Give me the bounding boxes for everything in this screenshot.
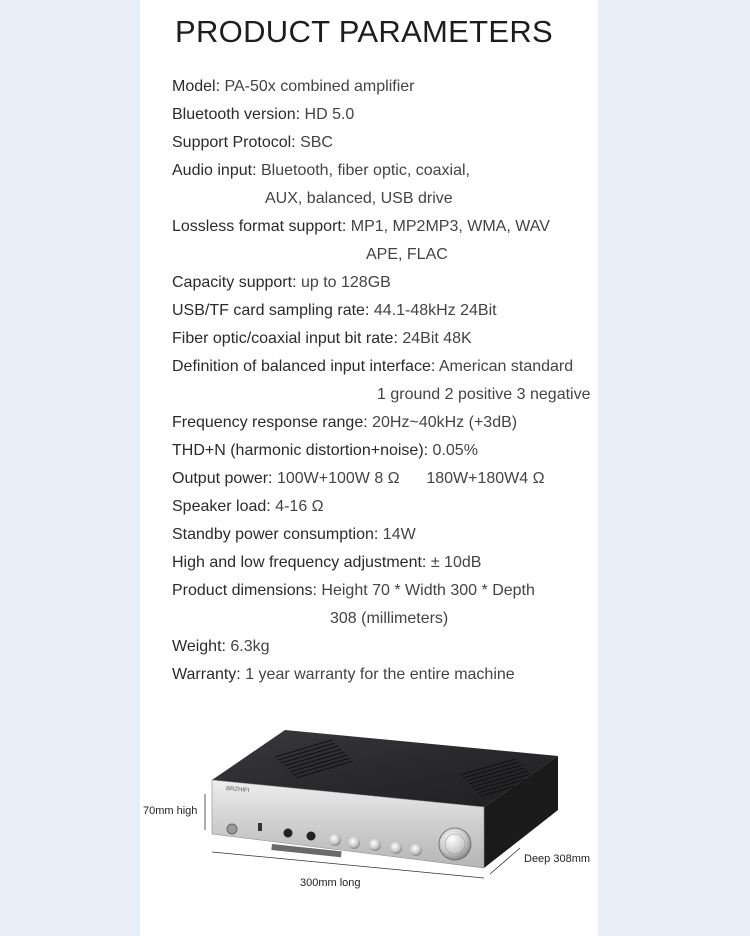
param-label: Warranty:	[172, 666, 241, 683]
param-continuation: AUX, balanced, USB drive	[265, 190, 453, 207]
param-label: Definition of balanced input interface:	[172, 358, 436, 375]
param-row	[172, 217, 550, 237]
param-value: 24Bit 48K	[402, 330, 472, 347]
param-value: ± 10dB	[430, 554, 482, 571]
param-row	[172, 105, 354, 125]
param-label: Bluetooth version:	[172, 106, 301, 123]
control-knob	[410, 844, 422, 856]
power-button	[227, 824, 237, 834]
param-label: Frequency response range:	[172, 414, 368, 431]
param-row	[172, 497, 324, 517]
param-continuation: APE, FLAC	[366, 246, 448, 263]
param-row	[172, 301, 497, 321]
param-value: 1 year warranty for the entire machine	[245, 666, 515, 683]
param-label: Lossless format support:	[172, 218, 347, 235]
param-row	[172, 273, 391, 293]
width-dimension-label: 300mm long	[300, 877, 361, 889]
param-label: Model:	[172, 78, 221, 95]
param-label: Fiber optic/coaxial input bit rate:	[172, 330, 398, 347]
param-label: Support Protocol:	[172, 134, 296, 151]
param-value: Height 70 * Width 300 * Depth	[321, 582, 535, 599]
brand-logo: BRZHIFI	[225, 786, 250, 795]
page-title: PRODUCT PARAMETERS	[175, 14, 554, 49]
param-value: PA-50x combined amplifier	[224, 78, 415, 95]
param-label: Standby power consumption:	[172, 526, 379, 543]
volume-knob	[439, 828, 471, 860]
param-value: 100W+100W 8 Ω 180W+180W4 Ω	[276, 470, 545, 487]
param-label: Speaker load:	[172, 498, 271, 515]
param-value: 20Hz~40kHz (+3dB)	[372, 414, 518, 431]
param-label: Product dimensions:	[172, 582, 317, 599]
param-row	[172, 133, 333, 153]
param-label: Audio input:	[172, 162, 257, 179]
height-dimension-label: 70mm high	[143, 805, 198, 817]
param-value: up to 128GB	[300, 274, 391, 291]
param-row	[172, 525, 416, 545]
param-value: HD 5.0	[304, 106, 355, 123]
param-row	[172, 665, 515, 685]
param-value: 4-16 Ω	[275, 498, 324, 515]
param-row	[172, 357, 573, 377]
param-value: 14W	[382, 526, 416, 543]
control-knob	[329, 834, 341, 846]
param-continuation: 1 ground 2 positive 3 negative	[377, 386, 591, 403]
param-label: THD+N (harmonic distortion+noise):	[172, 442, 429, 459]
input-jack	[307, 832, 316, 841]
param-row	[172, 161, 470, 181]
param-continuation: 308 (millimeters)	[330, 610, 449, 627]
param-row	[172, 413, 517, 433]
param-row	[172, 77, 415, 97]
control-knob	[390, 842, 402, 854]
param-label: USB/TF card sampling rate:	[172, 302, 370, 319]
param-row	[172, 553, 481, 573]
param-row	[172, 329, 472, 349]
param-row	[172, 469, 545, 489]
param-row	[172, 581, 535, 601]
param-row	[172, 441, 478, 461]
control-knob	[348, 837, 360, 849]
param-value: 44.1-48kHz 24Bit	[373, 302, 497, 319]
control-knob	[369, 839, 381, 851]
param-value: 0.05%	[432, 442, 478, 459]
param-row	[172, 637, 270, 657]
input-jack	[284, 829, 293, 838]
param-value: Bluetooth, fiber optic, coaxial,	[260, 162, 470, 179]
depth-dimension-label: Deep 308mm	[524, 853, 591, 865]
param-label: Capacity support:	[172, 274, 297, 291]
param-label: Weight:	[172, 638, 226, 655]
param-label: Output power:	[172, 470, 273, 487]
param-value: 6.3kg	[230, 638, 270, 655]
amplifier-photo	[140, 712, 598, 922]
param-label: High and low frequency adjustment:	[172, 554, 427, 571]
usb-port	[258, 823, 262, 831]
param-value: American standard	[438, 358, 574, 375]
param-value: MP1, MP2MP3, WMA, WAV	[350, 218, 550, 235]
param-value: SBC	[300, 134, 333, 151]
